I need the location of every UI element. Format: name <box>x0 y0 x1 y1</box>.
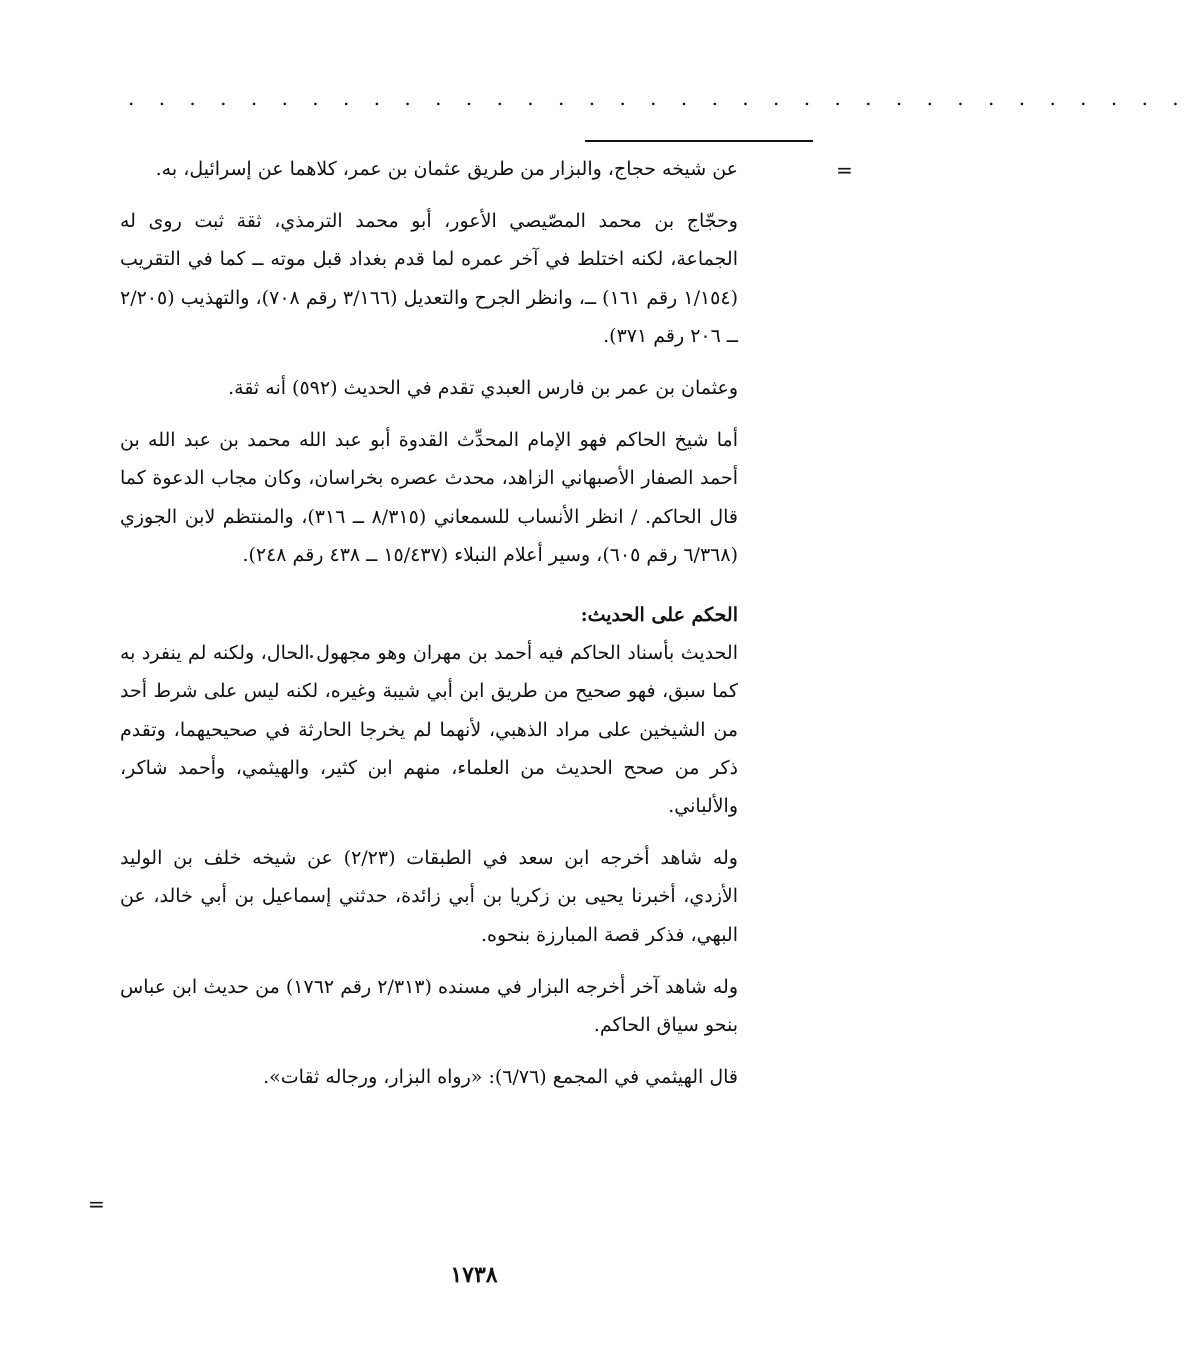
margin-continuation-mark-bottom: = <box>88 1192 105 1216</box>
footnote-rule <box>585 140 813 142</box>
ruling-paragraph: قال الهيثمي في المجمع (٦/٧٦): «رواه البزار، ورجاله ثقات». <box>263 1066 738 1089</box>
ruling-paragraph: وله شاهد آخر أخرجه البزار في مسنده (٢/٣١٣ رقم ١٧٦٢) من حديث ابن عباس بنحو سياق الحاكم. <box>120 975 738 1037</box>
page-body <box>120 150 738 1110</box>
paragraph: عن شيخه حجاج، والبزار من طريق عثمان بن عمر، كلاهما عن إسرائيل، به. <box>155 158 738 180</box>
ruling-paragraph: الحديث بأسناد الحاكم فيه أحمد بن مهران وهو مجهول الحال، ولكنه لم ينفرد به كما سبق، فهو صحيح من طريق ابن أبي شيبة وغيره، لكنه ليس على شرط أحد من الشيخين على مراد الذهبي، لأنهما لم يخرجا الحارثة في صحيحيهما، وتقدم ذكر من صحح الحديث من العلماء، منهم ابن كثير، والهيثمي، وأحمد شاكر، والألباني. <box>120 642 738 818</box>
margin-continuation-mark-top: = <box>836 158 853 182</box>
paragraph: وعثمان بن عمر بن فارس العبدي تقدم في الحديث (٥٩٢) أنه ثقة. <box>228 377 738 400</box>
footnote-separator-dots: . . . . . . . . . . . . . . . . . . . . . . . . . . . . . . . . . . . <box>128 86 1188 110</box>
page-number: ١٧٣٨ <box>450 1262 498 1288</box>
paragraph: أما شيخ الحاكم فهو الإمام المحدِّث القدوة أبو عبد الله محمد بن عبد الله بن أحمد الصفار الأصبهاني الزاهد، محدث عصره بخراسان، وكان مجاب الدعوة كما قال الحاكم. / انظر الأنساب للسمعاني (٨/٣١٥ ــ ٣١٦)، والمنتظم لابن الجوزي (٦/٣٦٨ رقم ٦٠٥)، وسير أعلام النبلاء (١٥/٤٣٧ ــ ٤٣٨ رقم ٢٤٨). <box>120 429 739 566</box>
ruling-paragraph: وله شاهد أخرجه ابن سعد في الطبقات (٢/٢٣) عن شيخه خلف بن الوليد الأزدي، أخبرنا يحيى بن زكريا بن أبي زائدة، حدثني إسماعيل بن أبي خالد، عن البهي، فذكر قصة المبارزة بنحوه. <box>120 847 738 946</box>
paragraph: وحجّاج بن محمد المصّيصي الأعور، أبو محمد الترمذي، ثقة ثبت روى له الجماعة، لكنه اختلط في آخر عمره لما قدم بغداد قبل موته ــ كما في التقريب (١/١٥٤ رقم ١٦١) ــ، وانظر الجرح والتعديل (٣/١٦٦ رقم ٧٠٨)، والتهذيب (٢/٢٠٥ ــ ٢٠٦ رقم ٣٧١). <box>120 210 739 347</box>
ruling-heading: الحكم على الحديث: <box>580 604 738 627</box>
